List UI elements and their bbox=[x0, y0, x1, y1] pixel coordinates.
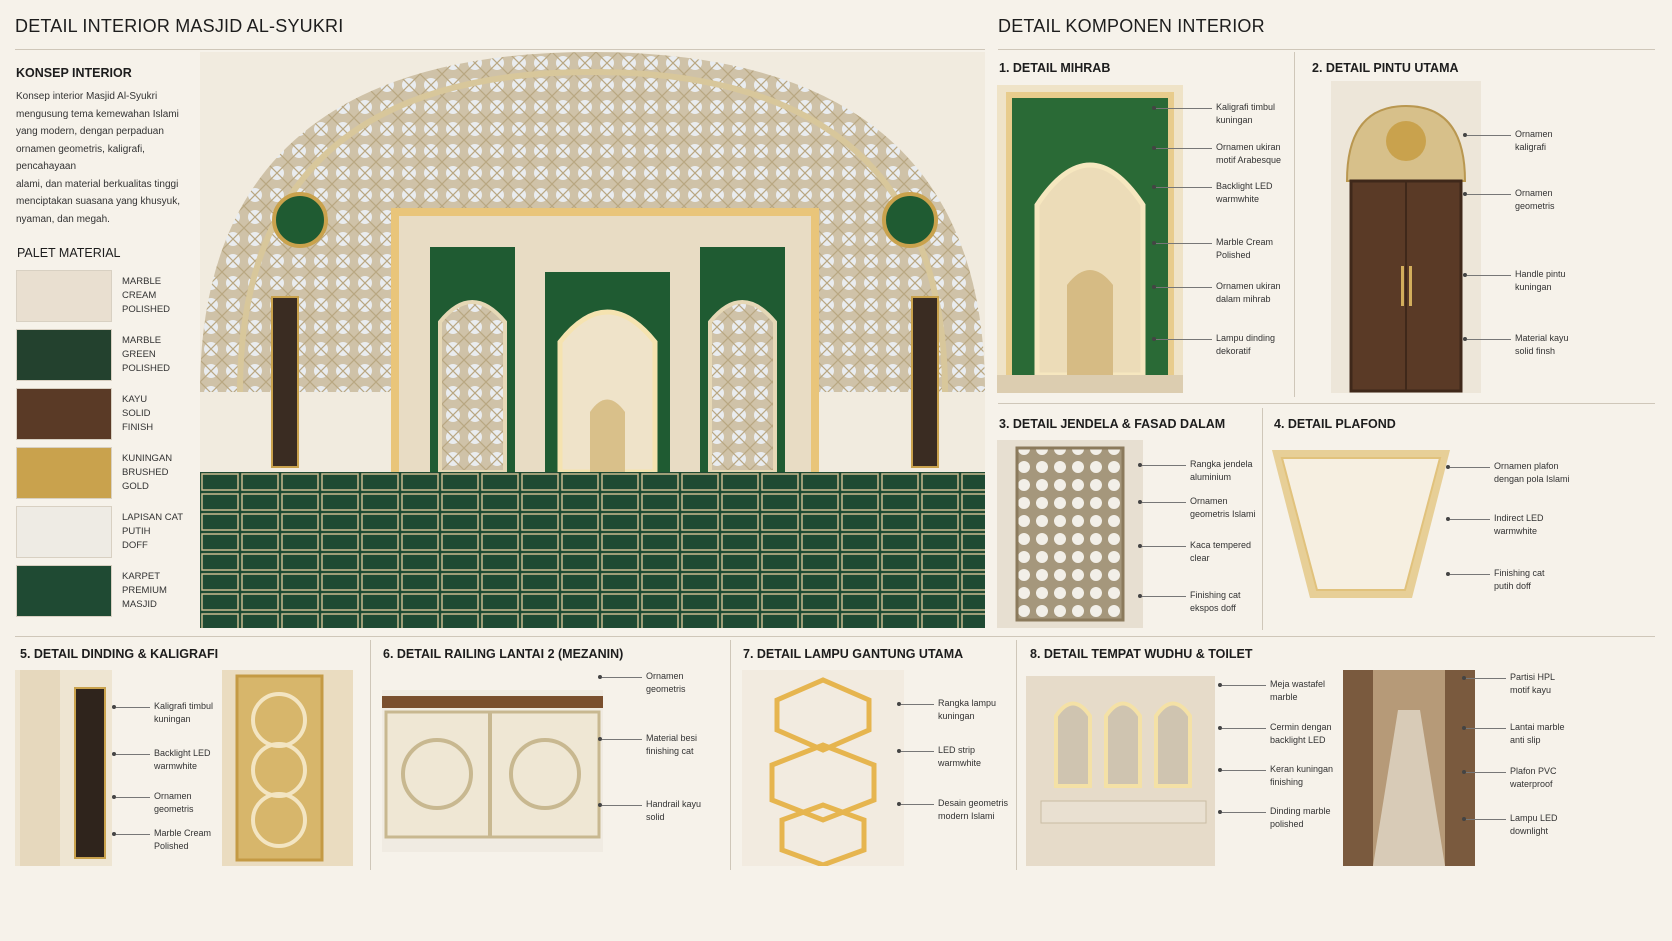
callout-label bbox=[897, 744, 1028, 769]
callout-label bbox=[1463, 187, 1605, 212]
toilet-image bbox=[1343, 670, 1475, 866]
callout-text: Material besi finishing cat bbox=[646, 733, 698, 756]
callout-leader-line bbox=[116, 797, 150, 798]
callout-leader-line bbox=[1156, 108, 1212, 109]
callout-text: Marble Cream Polished bbox=[1216, 237, 1274, 260]
callout-leader-line bbox=[602, 805, 642, 806]
callout-text: Finishing cat ekspos doff bbox=[1190, 590, 1241, 613]
panel-title-jendela: 3. DETAIL JENDELA & FASAD DALAM bbox=[999, 417, 1226, 431]
callout-text: Kaligrafi timbul kuningan bbox=[1216, 102, 1276, 125]
callout-label bbox=[897, 697, 1028, 722]
callout-label bbox=[1152, 236, 1306, 261]
callout-text: Cermin dengan backlight LED bbox=[1270, 722, 1332, 745]
callout-text: Lampu LED downlight bbox=[1510, 813, 1558, 836]
callout-leader-line bbox=[1156, 148, 1212, 149]
panel-title-mihrab: 1. DETAIL MIHRAB bbox=[999, 61, 1111, 75]
callout-label bbox=[1218, 763, 1360, 788]
callout-label bbox=[1462, 765, 1600, 790]
callout-leader-line bbox=[1222, 770, 1266, 771]
callout-leader-line bbox=[1142, 465, 1186, 466]
callout-text: Desain geometris modern Islami bbox=[938, 798, 1009, 821]
callout-leader-line bbox=[1467, 194, 1511, 195]
callout-label bbox=[1218, 721, 1360, 746]
callout-label bbox=[1218, 805, 1360, 830]
callout-text: Ornamen geometris Islami bbox=[1190, 496, 1256, 519]
callout-leader-line bbox=[1222, 685, 1266, 686]
callout-text: Backlight LED warmwhite bbox=[154, 748, 211, 771]
callout-text: Indirect LED warmwhite bbox=[1494, 513, 1544, 536]
material-swatch bbox=[16, 565, 112, 617]
material-swatch bbox=[16, 388, 112, 440]
divider bbox=[998, 49, 1655, 50]
material-label: LAPISAN CAT PUTIH DOFF bbox=[122, 512, 184, 551]
material-swatch bbox=[16, 329, 112, 381]
callout-text: Ornamen geometris bbox=[646, 671, 686, 694]
material-label: KUNINGAN BRUSHED GOLD bbox=[122, 453, 173, 492]
callout-label bbox=[1138, 539, 1280, 564]
callout-text: Plafon PVC waterproof bbox=[1510, 766, 1557, 789]
callout-leader-line bbox=[602, 739, 642, 740]
callout-label bbox=[1152, 280, 1306, 305]
material-label: KARPET PREMIUM MASJID bbox=[122, 571, 167, 610]
callout-label bbox=[1462, 671, 1600, 696]
callout-text: Kaca tempered clear bbox=[1190, 540, 1252, 563]
callout-text: Handle pintu kuningan bbox=[1515, 269, 1566, 292]
panel-title-railing: 6. DETAIL RAILING LANTAI 2 (MEZANIN) bbox=[383, 647, 624, 661]
callout-label bbox=[1463, 128, 1605, 153]
callout-leader-line bbox=[602, 677, 642, 678]
callout-leader-line bbox=[1142, 546, 1186, 547]
callout-leader-line bbox=[1467, 135, 1511, 136]
callout-text: Lampu dinding dekoratif bbox=[1216, 333, 1276, 356]
callout-text: Ornamen kaligrafi bbox=[1515, 129, 1553, 152]
callout-label bbox=[1463, 332, 1605, 357]
panel-title-plafond: 4. DETAIL PLAFOND bbox=[1274, 417, 1396, 431]
panel-title-pintu: 2. DETAIL PINTU UTAMA bbox=[1312, 61, 1459, 75]
callout-leader-line bbox=[1156, 187, 1212, 188]
callout-text: Ornamen plafon dengan pola Islami bbox=[1494, 461, 1570, 484]
callout-text: Partisi HPL motif kayu bbox=[1510, 672, 1556, 695]
callout-text: Handrail kayu solid bbox=[646, 799, 702, 822]
divider bbox=[15, 49, 985, 50]
callout-label bbox=[112, 827, 244, 852]
callout-label bbox=[1152, 332, 1306, 357]
callout-label bbox=[1463, 268, 1605, 293]
divider bbox=[15, 636, 1655, 637]
callout-label bbox=[1152, 141, 1306, 166]
callout-text: Meja wastafel marble bbox=[1270, 679, 1326, 702]
callout-text: Ornamen geometris bbox=[154, 791, 194, 814]
concept-heading: KONSEP INTERIOR bbox=[16, 66, 132, 80]
callout-text: Kaligrafi timbul kuningan bbox=[154, 701, 214, 724]
panel-title-wudhu: 8. DETAIL TEMPAT WUDHU & TOILET bbox=[1030, 647, 1253, 661]
callout-text: Ornamen geometris bbox=[1515, 188, 1555, 211]
callout-text: Rangka lampu kuningan bbox=[938, 698, 997, 721]
divider bbox=[370, 640, 371, 870]
callout-leader-line bbox=[1156, 243, 1212, 244]
page-title: DETAIL INTERIOR MASJID AL-SYUKRI bbox=[15, 16, 344, 36]
material-swatch bbox=[16, 270, 112, 322]
callout-leader-line bbox=[116, 754, 150, 755]
callout-leader-line bbox=[1450, 574, 1490, 575]
callout-label bbox=[112, 747, 244, 772]
components-title: DETAIL KOMPONEN INTERIOR bbox=[998, 16, 1265, 36]
callout-label bbox=[598, 798, 736, 823]
callout-leader-line bbox=[1142, 502, 1186, 503]
callout-label bbox=[1446, 460, 1584, 485]
callout-leader-line bbox=[901, 804, 934, 805]
callout-label bbox=[112, 700, 244, 725]
callout-label bbox=[598, 670, 736, 695]
material-swatch bbox=[16, 447, 112, 499]
callout-label bbox=[1446, 567, 1584, 592]
callout-label bbox=[1218, 678, 1360, 703]
callout-label bbox=[598, 732, 736, 757]
railing-image bbox=[382, 690, 603, 852]
wudhu-image bbox=[1026, 676, 1215, 866]
callout-leader-line bbox=[1466, 819, 1506, 820]
callout-leader-line bbox=[116, 707, 150, 708]
callout-text: Finishing cat putih doff bbox=[1494, 568, 1545, 591]
material-label: KAYU SOLID FINISH bbox=[122, 394, 154, 433]
callout-text: Ornamen ukiran motif Arabesque bbox=[1216, 142, 1282, 165]
callout-leader-line bbox=[901, 751, 934, 752]
callout-leader-line bbox=[1466, 678, 1506, 679]
callout-text: Backlight LED warmwhite bbox=[1216, 181, 1273, 204]
material-swatch bbox=[16, 506, 112, 558]
panel-title-dinding: 5. DETAIL DINDING & KALIGRAFI bbox=[20, 647, 219, 661]
concept-text: Konsep interior Masjid Al-Syukri mengusung tema kemewahan Islami yang modern, dengan perpaduan ornamen geometris, kaligrafi, pencahayaan alami, dan material berkualitas tinggi menciptakan suasana yang khusyuk, nyaman, dan megah. bbox=[16, 91, 180, 225]
callout-leader-line bbox=[1222, 812, 1266, 813]
panel-title-lampu: 7. DETAIL LAMPU GANTUNG UTAMA bbox=[743, 647, 964, 661]
callout-label bbox=[1152, 180, 1306, 205]
chandelier-image bbox=[742, 670, 904, 866]
interior-render-image bbox=[200, 52, 985, 628]
callout-label bbox=[1152, 101, 1306, 126]
callout-leader-line bbox=[1222, 728, 1266, 729]
callout-leader-line bbox=[1467, 339, 1511, 340]
callout-leader-line bbox=[1467, 275, 1511, 276]
callout-leader-line bbox=[1156, 339, 1212, 340]
callout-label bbox=[1462, 721, 1600, 746]
callout-label bbox=[897, 797, 1028, 822]
callout-leader-line bbox=[901, 704, 934, 705]
callout-leader-line bbox=[1466, 728, 1506, 729]
callout-text: Dinding marble polished bbox=[1270, 806, 1331, 829]
callout-label bbox=[1138, 589, 1280, 614]
callout-text: Keran kuningan finishing bbox=[1270, 764, 1334, 787]
ceiling-image bbox=[1272, 450, 1450, 598]
callout-text: Rangka jendela aluminium bbox=[1190, 459, 1253, 482]
callout-label bbox=[112, 790, 244, 815]
callout-label bbox=[1446, 512, 1584, 537]
callout-label bbox=[1138, 495, 1280, 520]
callout-leader-line bbox=[1450, 519, 1490, 520]
divider bbox=[998, 403, 1655, 404]
material-label: MARBLE CREAM POLISHED bbox=[122, 276, 171, 315]
callout-leader-line bbox=[1466, 772, 1506, 773]
palette-heading: PALET MATERIAL bbox=[17, 246, 121, 260]
callout-text: Lantai marble anti slip bbox=[1510, 722, 1565, 745]
callout-text: Material kayu solid finsh bbox=[1515, 333, 1569, 356]
material-label: MARBLE GREEN POLISHED bbox=[122, 335, 171, 374]
callout-text: Marble Cream Polished bbox=[154, 828, 212, 851]
wall-calligraphy-image bbox=[15, 670, 112, 866]
callout-leader-line bbox=[116, 834, 150, 835]
callout-text: Ornamen ukiran dalam mihrab bbox=[1216, 281, 1281, 304]
main-door-image bbox=[1331, 81, 1481, 393]
callout-leader-line bbox=[1142, 596, 1186, 597]
callout-text: LED strip warmwhite bbox=[938, 745, 982, 768]
callout-leader-line bbox=[1156, 287, 1212, 288]
callout-label bbox=[1138, 458, 1280, 483]
callout-leader-line bbox=[1450, 467, 1490, 468]
window-image bbox=[997, 440, 1143, 628]
callout-label bbox=[1462, 812, 1600, 837]
